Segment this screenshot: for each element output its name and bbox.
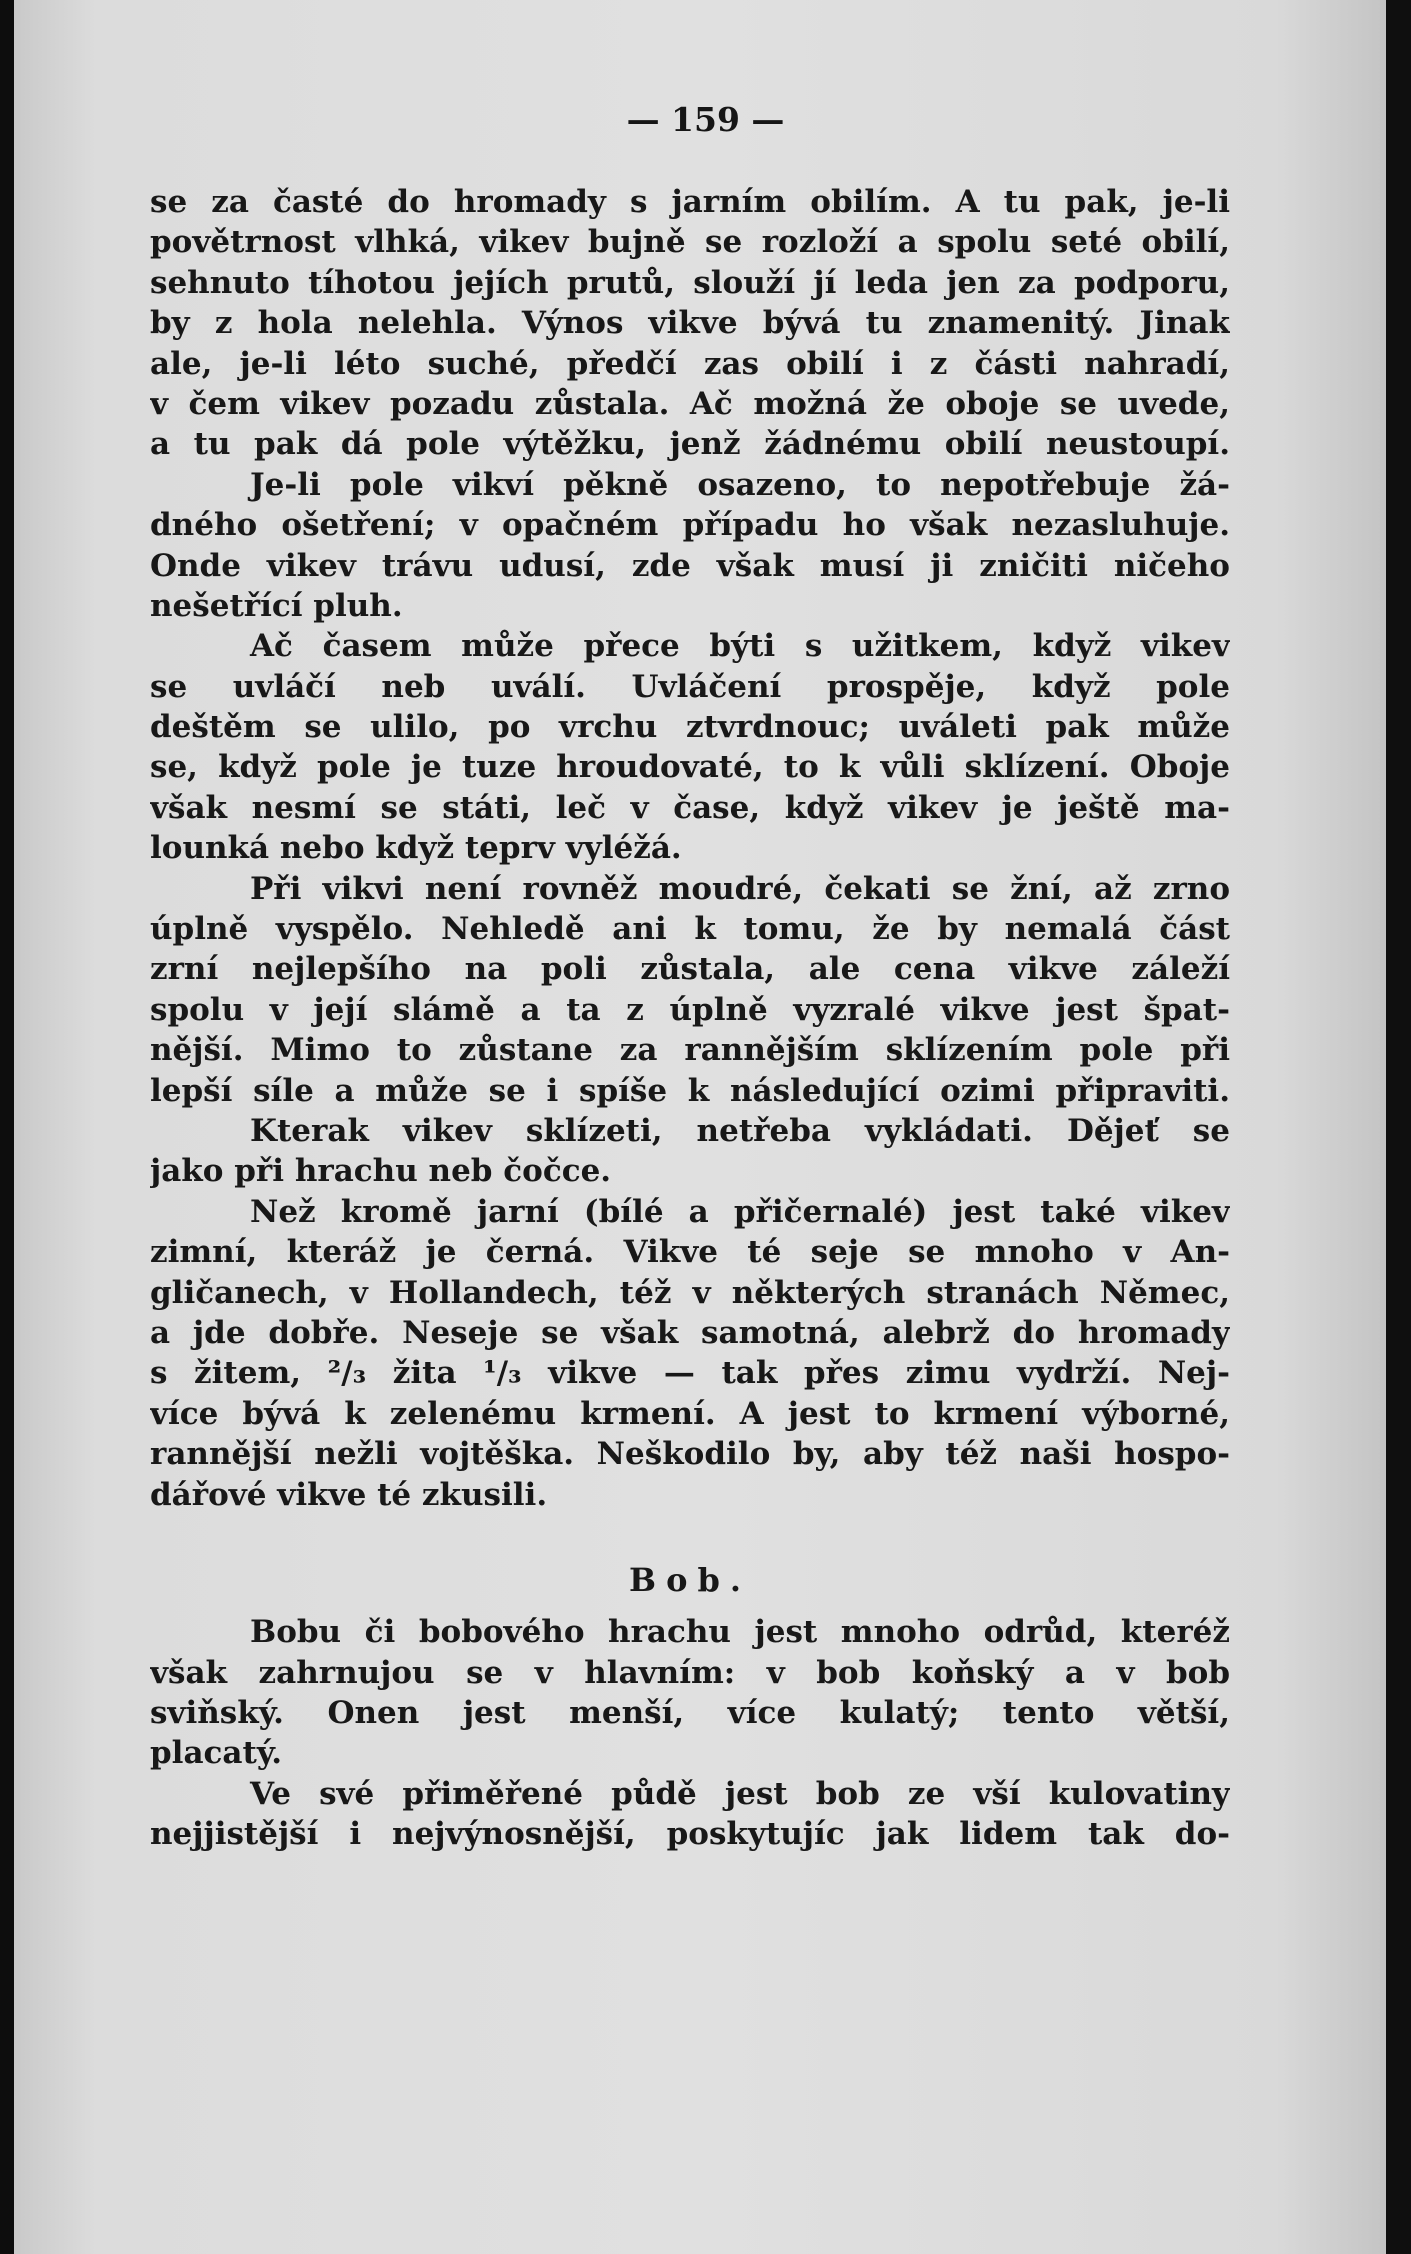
text-line: v čem vikev pozadu zůstala. Ač možná že oboje se uvede, [150,385,1230,422]
text-line: nešetřící pluh. [150,587,403,624]
text-line: rannější nežli vojtěška. Neškodilo by, aby též naši hospo- [150,1436,1230,1473]
text-line: se za časté do hromady s jarním obilím. A tu pak, je-li [150,184,1230,220]
text-line: lepší síle a může se i spíše k následující ozimi připraviti. [150,1072,1230,1109]
text-line: lounká nebo když teprv vyléžá. [150,830,682,867]
text-line: povětrnost vlhká, vikev bujně se rozloží a spolu seté obilí, [150,224,1230,261]
text-line: se uvláčí neb uválí. Uvláčení prospěje, když pole [150,668,1230,705]
text-line: více bývá k zelenému krmení. A jest to krmení výborné, [150,1395,1230,1432]
text-line: gličanech, v Hollandech, též v některých stranách Němec, [150,1274,1230,1311]
text-line: jako při hrachu neb čočce. [150,1153,612,1190]
text-line: Při vikvi není rovněž moudré, čekati se žní, až zrno [250,870,1230,907]
text-line: se, když pole je tuze hroudovaté, to k vůli sklízení. Oboje [150,749,1230,786]
section-heading: Bob. [629,1560,751,1599]
text-line: a tu pak dá pole výtěžku, jenž žádnému obilí neustoupí. [150,426,1230,463]
text-line: a jde dobře. Neseje se však samotná, alebrž do hromady [150,1314,1230,1351]
page-body [150,182,1230,1855]
text-line: Než kromě jarní (bílé a přičernalé) jest také vikev [250,1193,1230,1230]
text-line: deštěm se ulilo, po vrchu ztvrdnouc; uváleti pak může [150,709,1230,746]
text-line: Bobu či bobového hrachu jest mnoho odrůd, kteréž [250,1614,1230,1651]
text-line: však zahrnujou se v hlavním: v bob koňský a v bob [150,1654,1230,1691]
text-line: Ač časem může přece býti s užitkem, když vikev [250,628,1230,665]
text-line: spolu v její slámě a ta z úplně vyzralé vikve jest špat- [150,991,1230,1028]
text-line: sehnuto tíhotou jejích prutů, slouží jí leda jen za podporu, [150,264,1230,301]
text-line: s žitem, ²/₃ žita ¹/₃ vikve — tak přes zimu vydrží. Nej- [150,1355,1230,1392]
text-line: úplně vyspělo. Nehledě ani k tomu, že by nemalá část [150,911,1230,948]
text-line: ale, je-li léto suché, předčí zas obilí i z části nahradí, [150,345,1230,382]
text-line: Je-li pole vikví pěkně osazeno, to nepotřebuje žá- [250,466,1230,503]
text-line: Ve své přiměřené půdě jest bob ze vší kulovatiny [250,1775,1230,1812]
text-line: sviňský. Onen jest menší, více kulatý; tento větší, [150,1695,1230,1732]
text-line: by z hola nelehla. Výnos vikve bývá tu znamenitý. Jinak [150,305,1230,342]
text-line: dného ošetření; v opačném případu ho však nezasluhuje. [150,507,1230,544]
text-line: nejjistější i nejvýnosnější, poskytujíc jak lidem tak do- [150,1816,1230,1853]
binding-edge-right [1386,0,1411,2254]
text-line: Kterak vikev sklízeti, netřeba vykládati. Dějeť se [250,1112,1230,1149]
page-number: — 159 — [626,100,785,139]
text-line: zrní nejlepšího na poli zůstala, ale cena vikve záleží [150,951,1230,988]
text-line: však nesmí se státi, leč v čase, když vikev je ještě ma- [150,789,1230,826]
binding-edge-left [0,0,14,2254]
text-line: zimní, kteráž je černá. Vikve té seje se mnoho v An- [150,1234,1230,1271]
text-line: nější. Mimo to zůstane za rannějším sklízením pole při [150,1032,1230,1069]
text-line: placatý. [150,1735,283,1772]
text-line: Onde vikev trávu udusí, zde však musí ji zničiti ničeho [150,547,1230,584]
text-line: dářové vikve té zkusili. [150,1476,548,1513]
